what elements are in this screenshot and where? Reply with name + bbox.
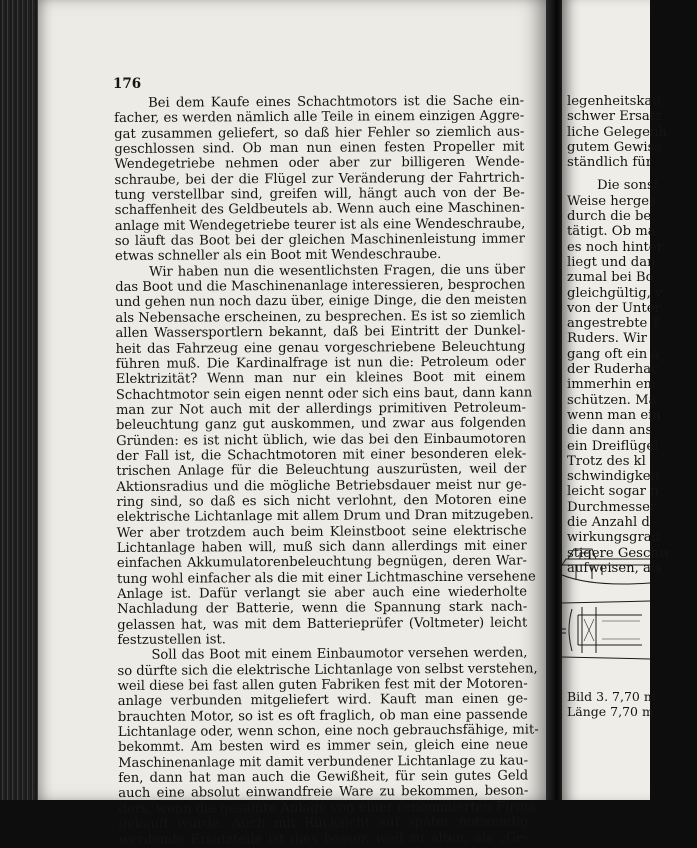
text-line: gelassen hat, was mit dem Batterieprüfer (Voltmeter) leicht [117, 615, 528, 633]
text-line: etwas schneller als ein Boot mit Wendeschraube. [114, 247, 442, 265]
page-stack-edge [0, 0, 42, 800]
boat-plan-figure [562, 545, 650, 695]
text-line: liche Gelegenh [567, 124, 667, 140]
text-line: beleuchtung ganz gut auskommen, und zwar aus folgenden [115, 415, 527, 434]
text-line: Elektrizität? Wenn man nur ein kleines Boot mit einem [115, 369, 526, 388]
text-line: schraube, bei der die Flügel zur Veränderung der Fahrtrich- [114, 170, 525, 188]
text-line: von der Unter [567, 300, 661, 316]
text-line: als Nebensache erscheinen, zu besprechen. Es ist so ziemlich [115, 308, 526, 326]
text-line: der Fall ist, die Schachtmotoren mit einer besonderen elek- [116, 446, 527, 464]
text-line: Durchmesser [567, 499, 657, 515]
text-line: ein Dreiflügel [567, 438, 659, 454]
text-line: Soll das Boot mit einem Einbaumotor versehen werden, [151, 645, 528, 664]
caption-line: Bild 3. 7,70 m [567, 689, 656, 704]
text-line: schwindigkeit [567, 469, 661, 485]
text-line: liegt und dan [567, 254, 656, 270]
text-line: die Anzahl d [567, 515, 650, 531]
text-line: weil diese bei fast allen guten Fabriken fest mit der Motoren- [117, 676, 528, 695]
text-line: tung wohl einfacher als die mit einer Lichtmaschine versehene [116, 569, 536, 587]
text-line: aufweisen, als [567, 560, 662, 576]
left-page-body-text [114, 93, 539, 848]
text-line: Nachladung der Batterie, wenn die Spannung stark nach- [117, 599, 528, 618]
text-line: elektrische Lichtanlage mit allem Drum und Dran mitzugeben. [116, 507, 534, 526]
text-line: die dann ans [567, 423, 653, 439]
text-line: tung verstellbar sind, greifen will, hängt auch von der Be- [114, 185, 525, 204]
text-line: anlage mit Wendegetriebe teurer ist als eine Wendeschraube, [114, 216, 526, 234]
text-line: anlage verbunden mitgeliefert wird. Kauft man einen ge- [117, 691, 528, 710]
text-line: schützen. Ma [567, 392, 657, 408]
text-line: und gehen nun noch dazu über, einige Dinge, die den meisten [115, 292, 527, 311]
text-line: ders, wenn die gesamte Anlage von einer renommierten Firma [118, 799, 536, 817]
text-line: Lichtanlage oder, wenn schon, eine noch gebrauchsfähige, mit- [117, 722, 539, 741]
figure-caption [567, 689, 697, 719]
text-line: Die sonst [597, 178, 660, 194]
text-line: Bei dem Kaufe eines Schachtmotors ist die Sache ein- [147, 93, 525, 111]
text-line: gutem Gewiss [567, 139, 662, 155]
text-line: ständlich für [567, 155, 653, 171]
text-line: wenn man ein [567, 407, 661, 423]
text-line: schwer Ersatz [567, 109, 663, 125]
text-line: Anlage ist. Dafür verlangt sie aber auch eine wiederholte [116, 584, 528, 602]
text-line: schaffenheit des Geldbeutels ab. Wenn auch eine Maschinen- [114, 200, 525, 219]
text-line: Aktionsradius und die mögliche Betriebsdauer meist nur ge- [116, 477, 527, 495]
text-line: ring sind, so daß es sich nicht verlohnt, den Motoren eine [116, 492, 527, 510]
text-line: gekauft wurde. Auch mit Rücksicht auf später notwendig [118, 814, 529, 833]
text-line: Wer aber trotzdem auch beim Kleinstboot seine elektrische [116, 523, 527, 541]
text-line: fen, dann hat man auch die Gewißheit, für sein gutes Geld [118, 768, 529, 787]
text-line: Maschinenanlage mit damit verbundener Lichtanlage zu kau- [118, 753, 529, 771]
text-line: allen Wassersportlern bekannt, daß bei Eintritt der Dunkel- [115, 323, 526, 342]
text-line: es noch hinter [567, 239, 663, 255]
text-line: zumal bei Bo [567, 270, 654, 286]
text-line: heit das Fahrzeug eine genau vorgeschriebene Beleuchtung [115, 338, 526, 357]
text-line: so läuft das Boot bei der gleichen Maschinenleistung immer [114, 231, 525, 250]
text-line: angestrebte T [567, 316, 661, 332]
text-line: man zur Not auch mit der allerdings primitiven Petroleum- [115, 400, 526, 418]
text-line: wirkungsgrad [567, 530, 661, 546]
text-line: bekommt. Am besten wird es immer sein, gleich eine neue [117, 737, 529, 756]
text-line: Lichtanlage haben will, muß sich dann allerdings mit einer [116, 538, 527, 556]
text-line: Gründen: es ist nicht üblich, wie das bei den Einbaumotoren [116, 431, 527, 449]
text-line: leicht sogar n [567, 484, 659, 500]
text-line: Trotz des kl [567, 453, 646, 469]
text-line: gang oft ein a [567, 346, 660, 362]
text-line: auch eine absolut einwandfreie Ware zu bekommen, beson- [118, 783, 529, 802]
text-line: so dürfte sich die elektrische Lichtanlage von selbst verstehen, [117, 661, 538, 679]
text-line: facher, es werden nämlich alle Teile in einem einzigen Aggre- [114, 108, 525, 127]
right-page-body-text [567, 94, 697, 576]
text-line: festzustellen ist. [117, 632, 226, 649]
text-line: Wir haben nun die wesentlichsten Fragen, die uns über [149, 262, 526, 280]
text-line: tätigt. Ob ma [567, 224, 656, 240]
text-line: Weise herges [567, 193, 656, 209]
text-line: gleichgültig, v [567, 285, 663, 301]
text-line: führen muß. Die Kardinalfrage ist nun die: Petroleum oder [115, 354, 526, 372]
right-page [562, 0, 671, 800]
text-line: einfachen Akkumulatorenbeleuchtung begnügen, deren War- [116, 553, 527, 572]
page-number: 176 [113, 76, 142, 92]
text-line: trischen Anlage für die Beleuchtung auszurüsten, weil der [116, 461, 527, 480]
text-line: werdende Ersatzteile ist dies besser, weil zu alten, als „Ge- [118, 829, 529, 848]
text-line: durch die be [567, 209, 652, 225]
caption-line: Länge 7,70 m. [567, 704, 658, 719]
text-line: gat zusammen geliefert, so daß hier Fehler so ziemlich aus- [114, 124, 525, 142]
text-line: stigere Geschw [567, 545, 671, 561]
text-line: Ruders. Wir [567, 331, 647, 347]
text-line: legenheitskau [567, 94, 661, 109]
text-line: Wendegetriebe nehmen oder aber zur billigeren Wende- [114, 154, 525, 173]
text-line: immerhin em [567, 377, 657, 393]
text-line: brauchten Motor, so ist es oft fraglich, ob man eine passende [117, 707, 528, 725]
text-line: Schachtmotor sein eigen nennt oder sich eins baut, dann kann [115, 384, 533, 403]
text-line: geschlossen sind. Ob man nun einen festen Propeller mit [114, 139, 525, 158]
text-line: das Boot und die Maschinenanlage interessieren, besprochen [115, 277, 526, 296]
text-line: der Ruderhac [567, 362, 659, 378]
